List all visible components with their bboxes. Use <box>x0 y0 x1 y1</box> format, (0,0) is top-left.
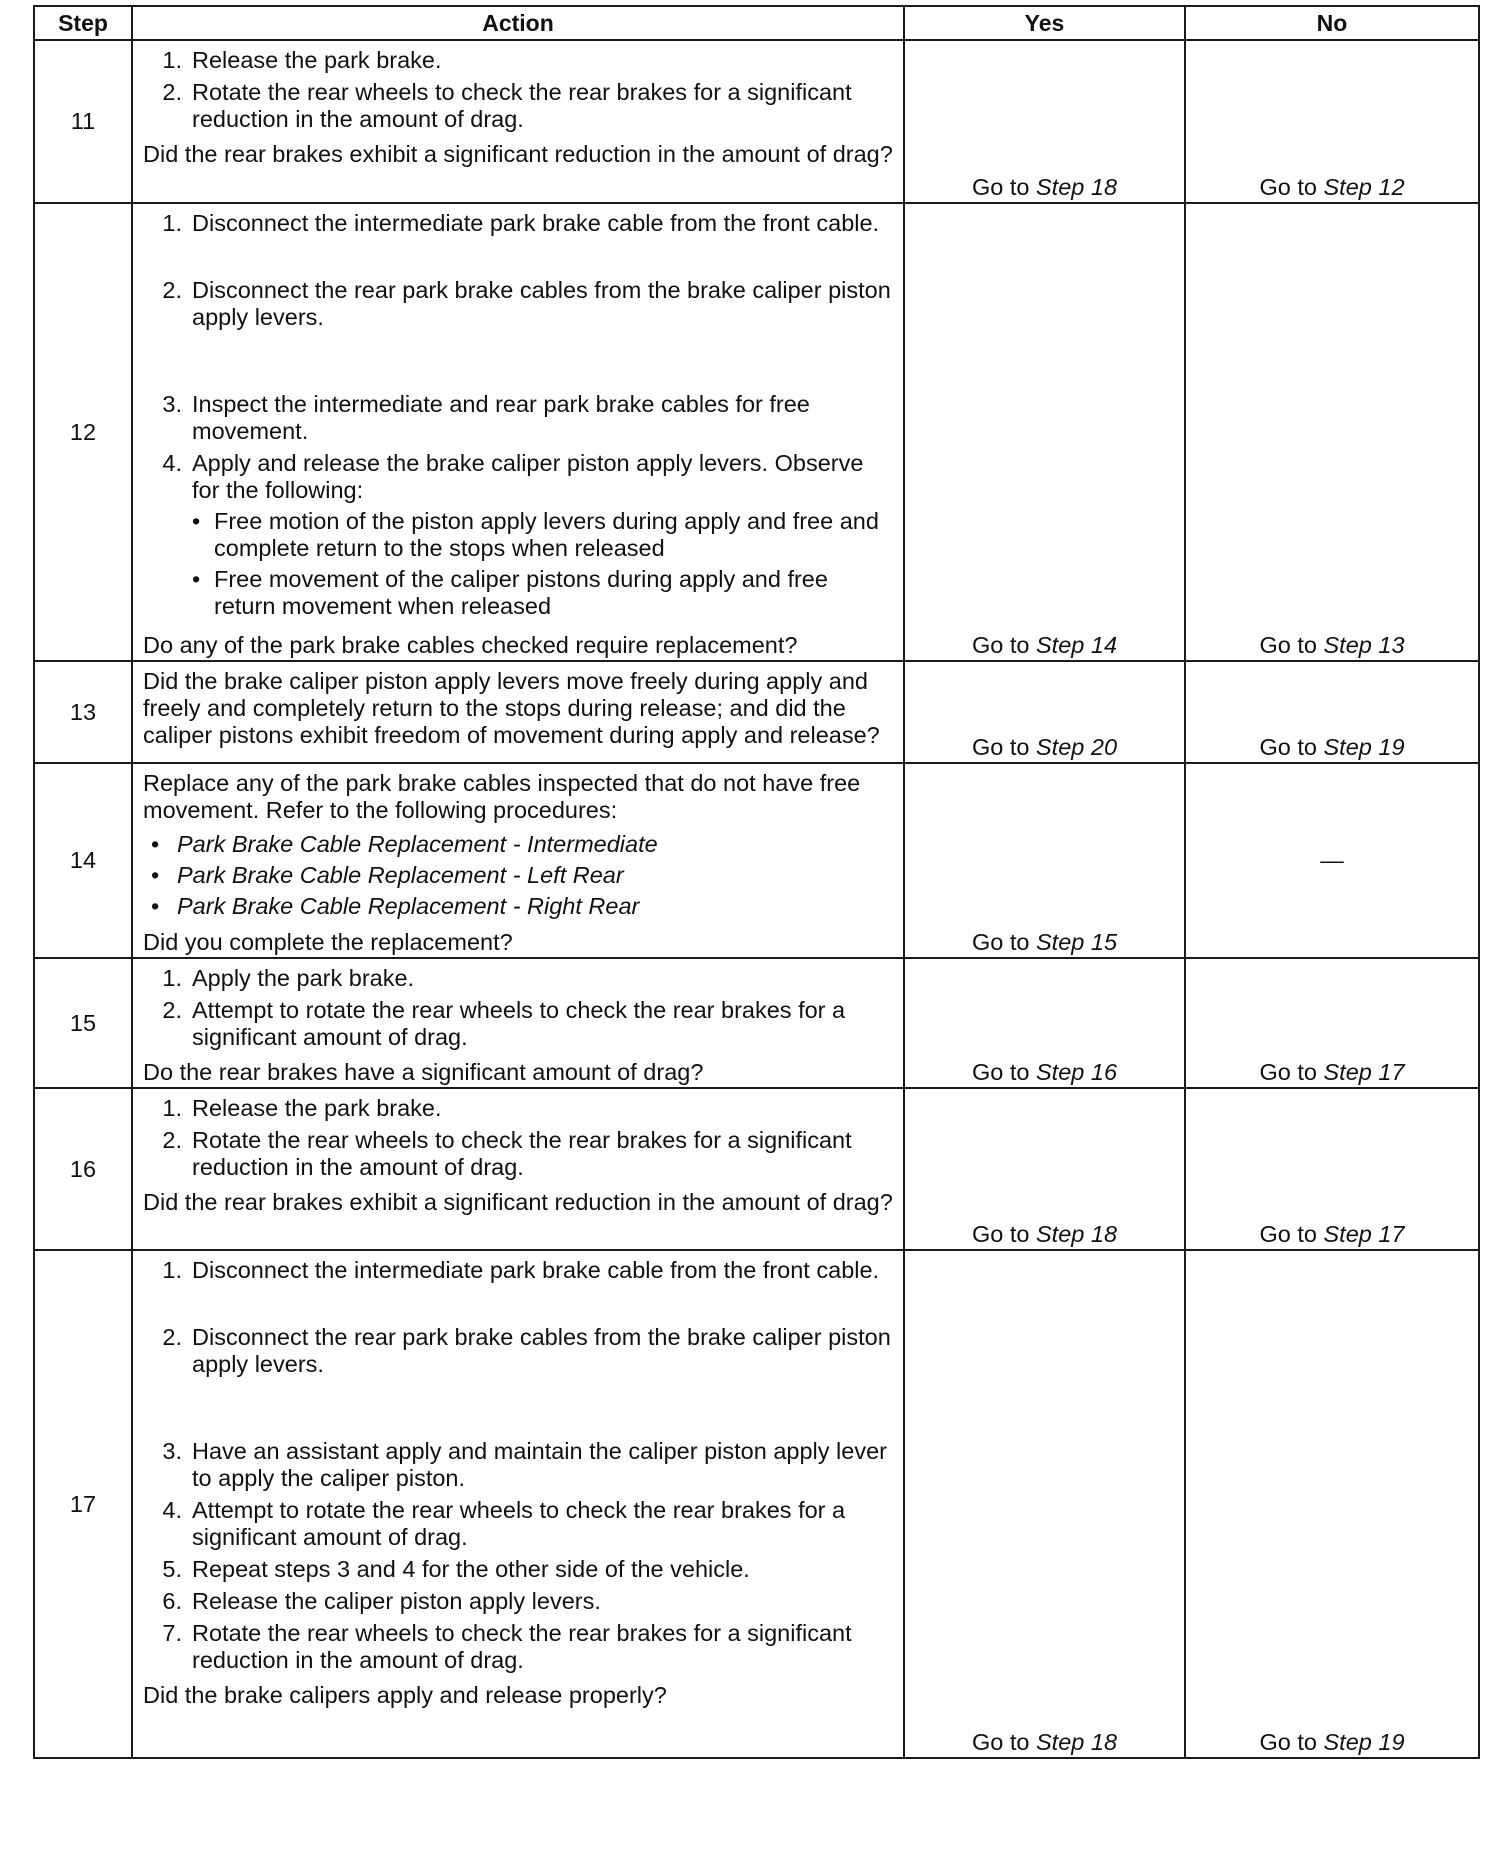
yes-step-link: Step 18 <box>1036 1729 1118 1755</box>
header-yes: Yes <box>904 6 1185 40</box>
procedure-item: • Park Brake Cable Replacement - Left Rear <box>151 862 624 888</box>
action-item: 4. Attempt to rotate the rear wheels to check the rear brakes for a significant amount of drag. <box>162 1497 846 1550</box>
step-number: 16 <box>34 1088 132 1250</box>
action-item: 5. Repeat steps 3 and 4 for the other side of the vehicle. <box>162 1556 750 1582</box>
step-number: 14 <box>34 763 132 958</box>
step-row-15 <box>34 958 1479 1088</box>
action-item: 1. Disconnect the intermediate park brake cable from the front cable. <box>162 210 880 236</box>
action-item: 1. Release the park brake. <box>162 47 442 73</box>
yes-step-link: Step 18 <box>1036 1221 1118 1247</box>
no-prefix: Go to <box>1259 174 1317 200</box>
no-step-link: Step 12 <box>1323 174 1405 200</box>
yes-prefix: Go to <box>971 929 1030 955</box>
no-cell <box>1185 958 1479 1088</box>
step-number: 17 <box>34 1250 132 1758</box>
step-row-11 <box>34 40 1479 203</box>
yes-cell <box>904 661 1185 763</box>
procedure-item: • Park Brake Cable Replacement - Intermediate <box>151 831 658 857</box>
yes-prefix: Go to <box>971 1059 1030 1085</box>
yes-prefix: Go to <box>971 1221 1030 1247</box>
action-question: Did the brake caliper piston apply levers move freely during apply and freely and completely return to the stops during release; and did the caliper pistons exhibit freedom of movement during apply and release? <box>143 668 880 748</box>
no-cell <box>1185 661 1479 763</box>
header-action: Action <box>132 6 904 40</box>
no-prefix: Go to <box>1259 734 1317 760</box>
action-item: 4. Apply and release the brake caliper piston apply levers. Observe for the following: • Free motion of the piston apply levers during apply and free and complete return to the stops when released • Free movement of the caliper pistons during apply and free return movement when released <box>143 450 893 624</box>
action-cell <box>132 40 904 203</box>
action-item: 2. Disconnect the rear park brake cables from the brake caliper piston apply levers. <box>162 277 891 330</box>
action-item: 7. Rotate the rear wheels to check the rear brakes for a significant reduction in the amount of drag. <box>162 1620 852 1673</box>
action-list <box>143 210 893 629</box>
observation-list <box>192 508 893 620</box>
action-cell <box>132 661 904 763</box>
step-row-12 <box>34 203 1479 661</box>
no-prefix: Go to <box>1259 1059 1317 1085</box>
action-question: Do the rear brakes have a significant amount of drag? <box>143 1059 704 1085</box>
action-instruction: Replace any of the park brake cables inspected that do not have free movement. Refer to the following procedures: <box>143 770 861 823</box>
action-question: Did the rear brakes exhibit a significant reduction in the amount of drag? <box>143 141 893 167</box>
action-item: 2. Attempt to rotate the rear wheels to check the rear brakes for a significant amount of drag. <box>162 997 846 1050</box>
header-step: Step <box>34 6 132 40</box>
yes-step-link: Step 14 <box>1036 632 1118 658</box>
yes-cell <box>904 958 1185 1088</box>
action-question: Did you complete the replacement? <box>143 929 513 955</box>
yes-cell <box>904 1250 1185 1758</box>
no-cell <box>1185 1250 1479 1758</box>
yes-prefix: Go to <box>971 632 1030 658</box>
no-prefix: Go to <box>1259 1729 1317 1755</box>
no-step-link: Step 19 <box>1323 1729 1405 1755</box>
yes-step-link: Step 15 <box>1036 929 1118 955</box>
step-row-13 <box>34 661 1479 763</box>
header-row <box>34 6 1479 40</box>
step-row-16 <box>34 1088 1479 1250</box>
action-cell <box>132 203 904 661</box>
diagnostic-table <box>33 5 1480 1759</box>
yes-cell <box>904 763 1185 958</box>
procedure-item: • Park Brake Cable Replacement - Right Rear <box>151 893 640 919</box>
action-question: Did the brake calipers apply and release properly? <box>143 1682 667 1708</box>
no-step-link: Step 17 <box>1323 1059 1405 1085</box>
no-cell <box>1185 40 1479 203</box>
action-list <box>143 47 893 138</box>
step-number: 11 <box>34 40 132 203</box>
no-cell <box>1185 763 1479 958</box>
yes-prefix: Go to <box>971 174 1030 200</box>
yes-step-link: Step 16 <box>1036 1059 1118 1085</box>
observation-item: • Free motion of the piston apply levers during apply and free and complete return to the stops when released <box>192 508 879 561</box>
action-item: 3. Inspect the intermediate and rear park brake cables for free movement. <box>162 391 810 444</box>
action-question: Do any of the park brake cables checked require replacement? <box>143 632 798 658</box>
no-cell <box>1185 1088 1479 1250</box>
step-number: 15 <box>34 958 132 1088</box>
no-step-link: Step 19 <box>1323 734 1405 760</box>
no-prefix: Go to <box>1259 632 1317 658</box>
no-step-link: Step 17 <box>1323 1221 1405 1247</box>
action-item: 6. Release the caliper piston apply levers. <box>162 1588 601 1614</box>
header-no: No <box>1185 6 1479 40</box>
action-list <box>143 965 893 1056</box>
yes-cell <box>904 40 1185 203</box>
yes-prefix: Go to <box>971 734 1030 760</box>
no-dash: — <box>1320 847 1344 873</box>
yes-prefix: Go to <box>971 1729 1030 1755</box>
yes-step-link: Step 18 <box>1036 174 1118 200</box>
no-step-link: Step 13 <box>1323 632 1405 658</box>
action-item: 1. Disconnect the intermediate park brake cable from the front cable. <box>162 1257 880 1283</box>
no-cell <box>1185 203 1479 661</box>
yes-cell <box>904 1088 1185 1250</box>
action-cell <box>132 763 904 958</box>
action-list <box>143 1095 893 1186</box>
step-number: 13 <box>34 661 132 763</box>
step-row-14 <box>34 763 1479 958</box>
yes-cell <box>904 203 1185 661</box>
action-item: 3. Have an assistant apply and maintain the caliper piston apply lever to apply the caliper piston. <box>162 1438 887 1491</box>
action-item: 2. Rotate the rear wheels to check the rear brakes for a significant reduction in the amount of drag. <box>162 1127 852 1180</box>
action-list <box>143 1257 893 1679</box>
action-item: 1. Apply the park brake. <box>162 965 415 991</box>
action-item: 2. Rotate the rear wheels to check the rear brakes for a significant reduction in the amount of drag. <box>162 79 852 132</box>
observation-item: • Free movement of the caliper pistons during apply and free return movement when released <box>192 566 828 619</box>
action-item: 1. Release the park brake. <box>162 1095 442 1121</box>
action-item: 2. Disconnect the rear park brake cables from the brake caliper piston apply levers. <box>162 1324 891 1377</box>
step-number: 12 <box>34 203 132 661</box>
procedure-list <box>143 831 893 924</box>
yes-step-link: Step 20 <box>1036 734 1118 760</box>
action-cell <box>132 1088 904 1250</box>
step-row-17 <box>34 1250 1479 1758</box>
action-cell <box>132 1250 904 1758</box>
no-prefix: Go to <box>1259 1221 1317 1247</box>
action-cell <box>132 958 904 1088</box>
action-question: Did the rear brakes exhibit a significant reduction in the amount of drag? <box>143 1189 893 1215</box>
